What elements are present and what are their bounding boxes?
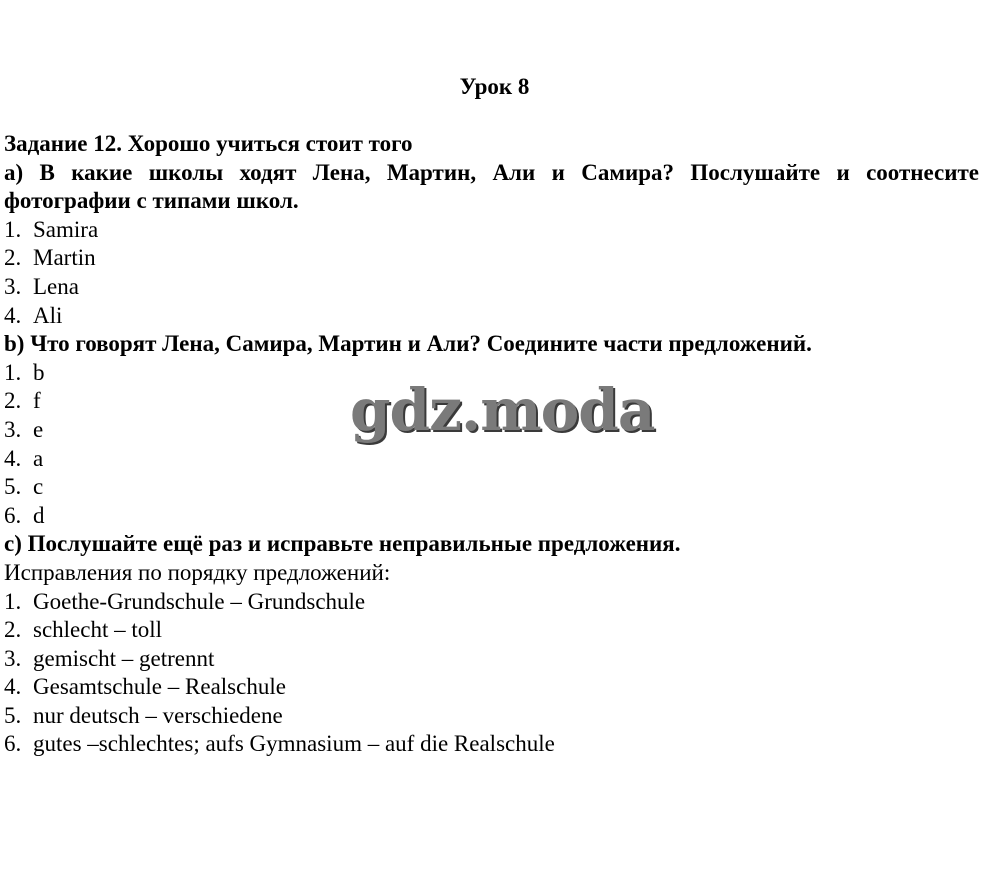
- watermark-logo: gdz.moda: [350, 376, 655, 444]
- part-b-question: b) Что говорят Лена, Самира, Мартин и Али? Соедините части предложений.: [4, 331, 812, 357]
- list-item: 2. Martin: [4, 245, 96, 271]
- list-item: 5. c: [4, 474, 44, 500]
- lesson-title: Урок 8: [459, 74, 530, 99]
- part-c-question: c) Послушайте ещё раз и исправьте неправильные предложения.: [4, 531, 681, 557]
- list-item: 3. e: [4, 416, 44, 442]
- list-item: 3. Lena: [4, 273, 79, 299]
- list-item: 3. gemischt – getrennt: [4, 645, 215, 671]
- task-title: Задание 12. Хорошо учиться стоит того: [4, 131, 413, 156]
- list-item: 1. Goethe-Grundschule – Grundschule: [4, 588, 366, 614]
- part-a-list: [4, 216, 979, 330]
- list-item: 4. Gesamtschule – Realschule: [4, 674, 286, 700]
- list-item: 4. a: [4, 445, 44, 471]
- list-item: 5. nur deutsch – verschiedene: [4, 702, 283, 728]
- part-b-list: [4, 359, 979, 531]
- task-content: [4, 130, 979, 759]
- list-item: 2. f: [4, 388, 41, 414]
- list-item: 1. Samira: [4, 216, 99, 242]
- list-item: 6. d: [4, 502, 45, 528]
- part-c-intro: Исправления по порядку предложений:: [4, 559, 391, 585]
- list-item: 4. Ali: [4, 302, 63, 328]
- list-item: 2. schlecht – toll: [4, 617, 163, 643]
- part-c-list: [4, 588, 979, 760]
- list-item: 6. gutes –schlechtes; aufs Gymnasium – auf die Realschule: [4, 731, 555, 757]
- list-item: 1. b: [4, 359, 45, 385]
- part-a-question: а) В какие школы ходят Лена, Мартин, Али и Самира? Послушайте и соотнесите фотографии с типами школ.: [4, 159, 979, 214]
